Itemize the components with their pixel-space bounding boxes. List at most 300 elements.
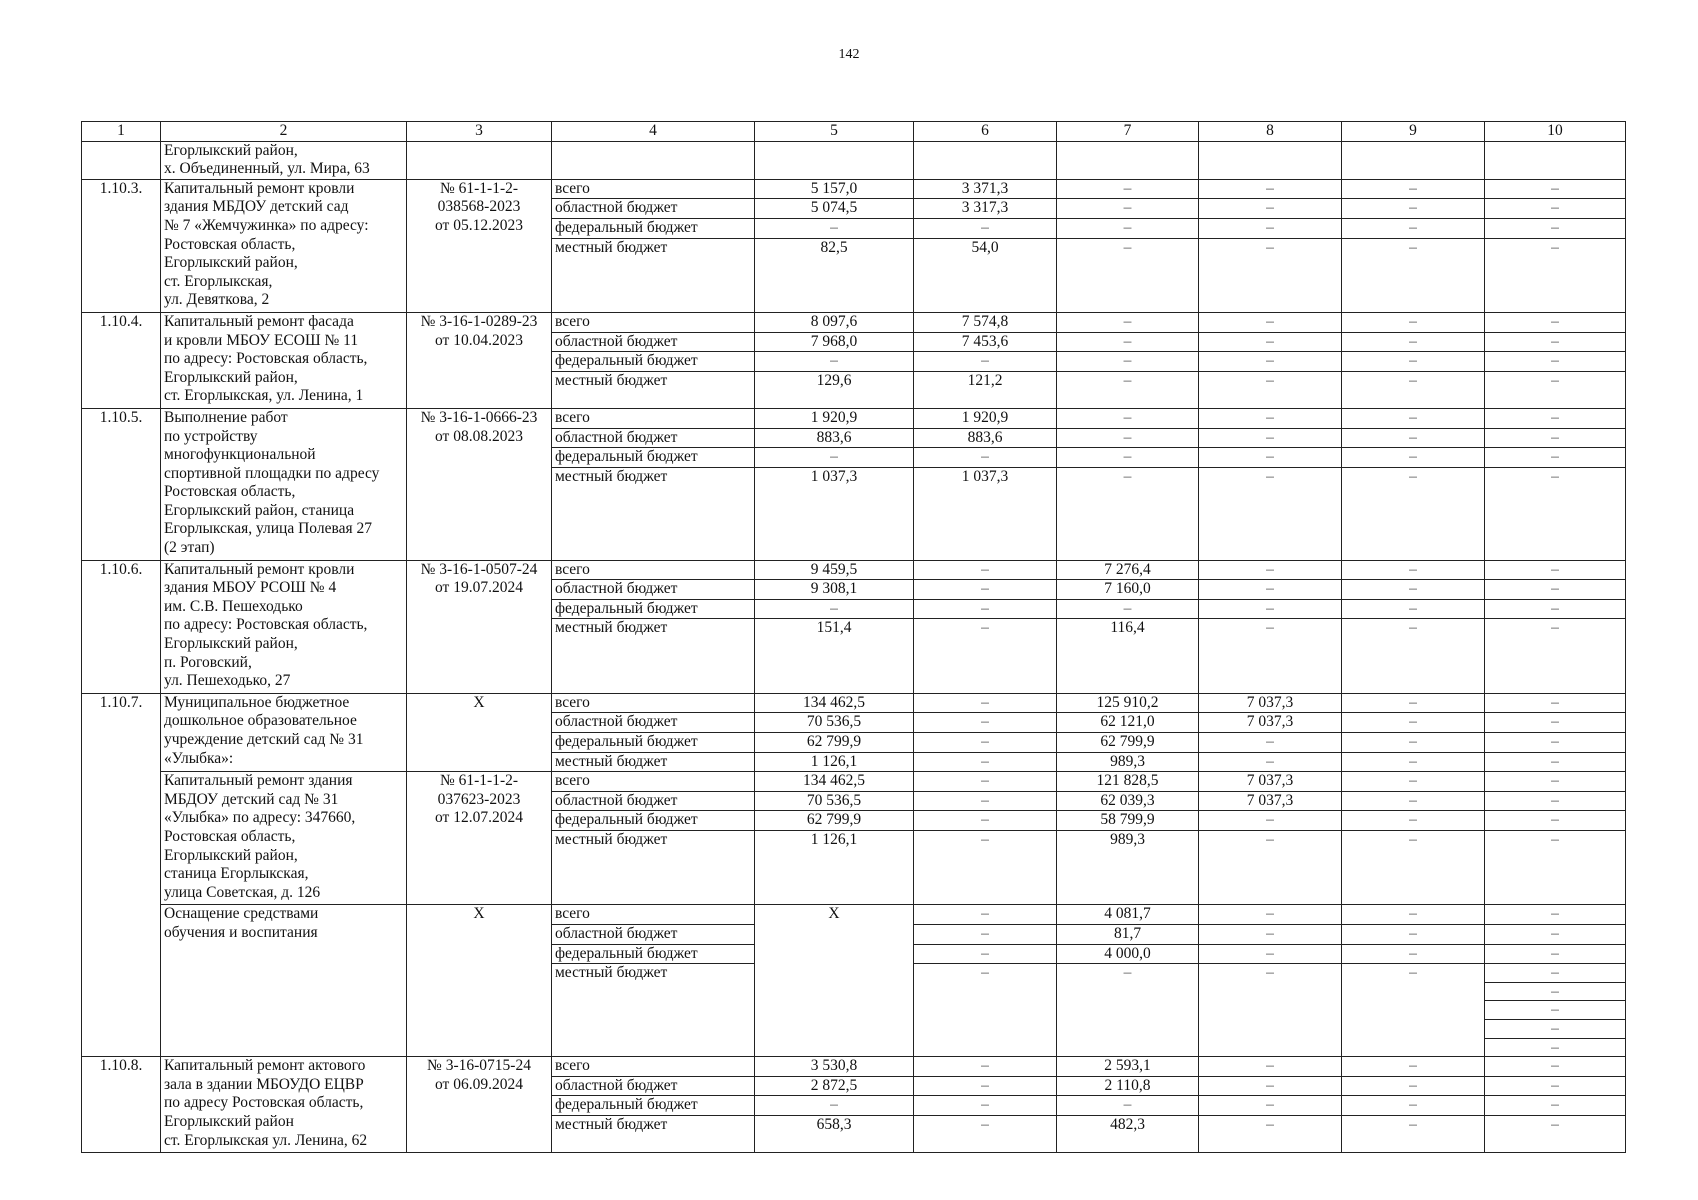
value-cell: 3 371,3 xyxy=(914,179,1057,199)
item-document-line: 037623-2023 xyxy=(437,790,521,808)
item-number: 1.10.4. xyxy=(82,312,161,408)
column-header: 7 xyxy=(1057,122,1199,142)
value-cell: – xyxy=(1485,772,1626,792)
item-document-line: от 05.12.2023 xyxy=(435,216,523,234)
value-stack-item: – xyxy=(1551,1038,1559,1056)
value-cell: – xyxy=(1342,352,1485,372)
item-name-line: ст. Егорлыкская, xyxy=(164,272,273,290)
budget-label-federal: федеральный бюджет xyxy=(552,599,755,619)
budget-label-regional: областной бюджет xyxy=(552,925,755,945)
column-header: 3 xyxy=(407,122,552,142)
value-cell: – xyxy=(1485,199,1626,219)
value-cell: – xyxy=(914,599,1057,619)
value-cell: – xyxy=(1485,733,1626,753)
value-cell: – xyxy=(1342,811,1485,831)
value-cell: – xyxy=(1485,831,1626,905)
value-cell: 7 037,3 xyxy=(1199,713,1342,733)
value-cell: – xyxy=(1057,218,1199,238)
empty-cell xyxy=(755,141,914,179)
value-cell: – xyxy=(1485,791,1626,811)
item-name-line: учреждение детский сад № 31 xyxy=(164,731,364,749)
value-cell: – xyxy=(1342,560,1485,580)
value-cell: – xyxy=(1485,560,1626,580)
item-name xyxy=(161,772,407,905)
table-row xyxy=(82,179,1626,199)
value-cell: – xyxy=(1199,352,1342,372)
item-document-line: № 3-16-1-0666-23 xyxy=(420,408,538,426)
budget-label-federal: федеральный бюджет xyxy=(552,448,755,468)
value-cell: 7 037,3 xyxy=(1199,772,1342,792)
value-cell: – xyxy=(1199,905,1342,925)
item-name-line: Егорлыкский район, xyxy=(164,635,298,653)
item-document-line: № 61-1-1-2- xyxy=(439,179,519,197)
item-name-line: № 7 «Жемчужинка» по адресу: xyxy=(164,216,369,234)
item-document xyxy=(407,772,552,905)
value-cell: 7 968,0 xyxy=(755,332,914,352)
value-cell: – xyxy=(1342,408,1485,428)
value-cell: – xyxy=(1485,179,1626,199)
value-cell: – xyxy=(1342,944,1485,964)
column-header: 8 xyxy=(1199,122,1342,142)
budget-label-federal: федеральный бюджет xyxy=(552,352,755,372)
value-cell: – xyxy=(1342,964,1485,1057)
value-cell: 1 126,1 xyxy=(755,831,914,905)
value-cell: – xyxy=(914,693,1057,713)
value-cell: – xyxy=(755,1096,914,1116)
value-cell: 1 920,9 xyxy=(914,408,1057,428)
item-name-line: Оснащение средствами xyxy=(164,905,319,923)
column-header: 5 xyxy=(755,122,914,142)
budget-label-federal: федеральный бюджет xyxy=(552,1096,755,1116)
item-document xyxy=(407,693,552,771)
budget-label-local: местный бюджет xyxy=(552,371,755,408)
value-cell: 7 453,6 xyxy=(914,332,1057,352)
item-name-line: Егорлыкский район, xyxy=(164,846,298,864)
value-cell: – xyxy=(914,619,1057,693)
value-cell: – xyxy=(1057,332,1199,352)
value-cell: 125 910,2 xyxy=(1057,693,1199,713)
item-document xyxy=(407,1057,552,1153)
item-name-line: Егорлыкский район, xyxy=(164,254,298,272)
value-cell: – xyxy=(1199,811,1342,831)
value-cell: – xyxy=(914,944,1057,964)
value-cell: – xyxy=(1342,905,1485,925)
value-cell: 7 037,3 xyxy=(1199,791,1342,811)
page-number: 142 xyxy=(838,47,860,62)
value-cell: – xyxy=(1342,371,1485,408)
budget-label-regional: областной бюджет xyxy=(552,791,755,811)
value-cell: – xyxy=(914,733,1057,753)
value-cell: – xyxy=(1342,312,1485,332)
table-row xyxy=(82,1057,1626,1077)
item-name-line: ул. Девяткова, 2 xyxy=(164,291,270,309)
budget-label-regional: областной бюджет xyxy=(552,713,755,733)
empty-cell xyxy=(407,141,552,179)
value-cell: – xyxy=(1199,560,1342,580)
item-name xyxy=(161,408,407,560)
item-name-line: по адресу: Ростовская область, xyxy=(164,350,368,368)
value-cell: – xyxy=(1485,371,1626,408)
value-cell: 2 872,5 xyxy=(755,1076,914,1096)
item-name-line: им. С.В. Пешеходько xyxy=(164,597,303,615)
item-name-line: Капитальный ремонт здания xyxy=(164,772,353,790)
value-cell: – xyxy=(1199,1096,1342,1116)
value-cell: 7 276,4 xyxy=(1057,560,1199,580)
value-cell: – xyxy=(914,905,1057,925)
item-name-line: х. Объединенный, ул. Мира, 63 xyxy=(164,160,370,178)
item-name-line: спортивной площадки по адресу xyxy=(164,464,380,482)
value-cell: 58 799,9 xyxy=(1057,811,1199,831)
item-name-line: Егорлыкский район, xyxy=(164,141,298,159)
item-name-line: дошкольное образовательное xyxy=(164,712,357,730)
item-name-line: и кровли МБОУ ЕСОШ № 11 xyxy=(164,331,359,349)
item-name-line: Капитальный ремонт кровли xyxy=(164,179,355,197)
value-cell: 62 799,9 xyxy=(1057,733,1199,753)
value-cell: – xyxy=(1342,733,1485,753)
value-cell: – xyxy=(1485,693,1626,713)
table-row xyxy=(82,693,1626,713)
value-cell: – xyxy=(1485,811,1626,831)
item-document-line: X xyxy=(473,905,485,923)
item-name-line: по адресу Ростовская область, xyxy=(164,1094,364,1112)
item-name-line: Капитальный ремонт актового xyxy=(164,1057,366,1075)
item-name-line: Ростовская область, xyxy=(164,828,296,846)
item-name-line: зала в здании МБОУДО ЕЦВР xyxy=(164,1075,364,1093)
item-name-line: Егорлыкская, улица Полевая 27 xyxy=(164,520,372,538)
column-header: 10 xyxy=(1485,122,1626,142)
budget-label-regional: областной бюджет xyxy=(552,1076,755,1096)
value-cell: – xyxy=(1485,925,1626,945)
value-cell: – xyxy=(1057,238,1199,312)
budget-label-federal: федеральный бюджет xyxy=(552,944,755,964)
value-cell: 1 037,3 xyxy=(914,467,1057,560)
value-cell: – xyxy=(1342,1076,1485,1096)
value-cell: – xyxy=(1342,925,1485,945)
value-cell: – xyxy=(914,713,1057,733)
value-cell: 883,6 xyxy=(755,428,914,448)
value-cell: – xyxy=(1342,791,1485,811)
value-cell: – xyxy=(1342,772,1485,792)
budget-label-federal: федеральный бюджет xyxy=(552,218,755,238)
value-cell: 2 110,8 xyxy=(1057,1076,1199,1096)
budget-label-regional: областной бюджет xyxy=(552,428,755,448)
empty-cell xyxy=(914,141,1057,179)
value-cell: – xyxy=(1057,199,1199,219)
value-cell: – xyxy=(1342,1057,1485,1077)
value-cell: 9 308,1 xyxy=(755,580,914,600)
item-document-line: № 3-16-1-0289-23 xyxy=(420,312,538,330)
value-cell: – xyxy=(1199,467,1342,560)
column-header: 1 xyxy=(82,122,161,142)
value-cell: 62 121,0 xyxy=(1057,713,1199,733)
value-cell: – xyxy=(1057,448,1199,468)
item-number: 1.10.6. xyxy=(82,560,161,693)
value-cell: – xyxy=(1342,179,1485,199)
value-cell: 5 074,5 xyxy=(755,199,914,219)
item-name-line: ст. Егорлыкская, ул. Ленина, 1 xyxy=(164,387,364,405)
item-name-line: Выполнение работ xyxy=(164,408,288,426)
value-cell: 482,3 xyxy=(1057,1115,1199,1152)
value-cell: – xyxy=(1199,752,1342,772)
value-cell: – xyxy=(1342,428,1485,448)
budget-label-regional: областной бюджет xyxy=(552,199,755,219)
value-cell: – xyxy=(1342,218,1485,238)
budget-label-total: всего xyxy=(552,560,755,580)
value-cell: – xyxy=(1485,713,1626,733)
value-cell: 54,0 xyxy=(914,238,1057,312)
value-cell: – xyxy=(914,448,1057,468)
value-cell: – xyxy=(1485,1076,1626,1096)
value-cell: – xyxy=(914,811,1057,831)
item-document-line: от 06.09.2024 xyxy=(435,1075,523,1093)
value-cell: – xyxy=(1057,408,1199,428)
value-cell: – xyxy=(914,1076,1057,1096)
item-document-line: от 12.07.2024 xyxy=(435,809,523,827)
item-name-line: Капитальный ремонт кровли xyxy=(164,560,355,578)
value-cell: – xyxy=(1342,693,1485,713)
item-name-line: обучения и воспитания xyxy=(164,924,318,942)
value-stack xyxy=(1485,964,1625,1056)
budget-label-local: местный бюджет xyxy=(552,964,755,1057)
value-cell: 7 574,8 xyxy=(914,312,1057,332)
value-cell: – xyxy=(1199,1057,1342,1077)
value-cell: – xyxy=(1199,1076,1342,1096)
value-cell: – xyxy=(1342,713,1485,733)
value-cell: – xyxy=(914,1115,1057,1152)
item-name-line: здания МБОУ РСОШ № 4 xyxy=(164,579,337,597)
item-name-line: «Улыбка»: xyxy=(164,749,234,767)
budget-label-total: всего xyxy=(552,693,755,713)
item-name-line: здания МБДОУ детский сад xyxy=(164,198,349,216)
item-name-line: станица Егорлыкская, xyxy=(164,865,309,883)
value-cell: 116,4 xyxy=(1057,619,1199,693)
item-document xyxy=(407,905,552,1057)
value-cell: – xyxy=(1342,619,1485,693)
value-cell: – xyxy=(1485,752,1626,772)
value-cell: 658,3 xyxy=(755,1115,914,1152)
item-name-line: по адресу: Ростовская область, xyxy=(164,616,368,634)
value-cell: – xyxy=(914,772,1057,792)
item-name xyxy=(161,905,407,1057)
item-document xyxy=(407,408,552,560)
item-document-line: 038568-2023 xyxy=(437,198,521,216)
value-cell: – xyxy=(1199,179,1342,199)
item-name-line: Ростовская область, xyxy=(164,235,296,253)
value-cell: – xyxy=(1485,428,1626,448)
value-cell: 3 317,3 xyxy=(914,199,1057,219)
value-cell: – xyxy=(1199,448,1342,468)
value-cell: – xyxy=(914,925,1057,945)
value-cell: – xyxy=(1342,238,1485,312)
table-row xyxy=(82,772,1626,792)
table-row xyxy=(82,560,1626,580)
item-name-line: Капитальный ремонт фасада xyxy=(164,312,354,330)
value-cell: – xyxy=(1485,619,1626,693)
value-cell: 134 462,5 xyxy=(755,693,914,713)
value-cell: – xyxy=(1342,1115,1485,1152)
value-cell: – xyxy=(1485,408,1626,428)
value-cell: 121,2 xyxy=(914,371,1057,408)
item-document-line: № 3-16-0715-24 xyxy=(427,1057,531,1075)
value-cell: 70 536,5 xyxy=(755,791,914,811)
item-name-line: ст. Егорлыкская ул. Ленина, 62 xyxy=(164,1131,368,1149)
item-name-line: Егорлыкский район, xyxy=(164,368,298,386)
value-cell: 129,6 xyxy=(755,371,914,408)
item-document-line: от 08.08.2023 xyxy=(435,427,523,445)
value-cell: – xyxy=(1485,332,1626,352)
item-name-line: «Улыбка» по адресу: 347660, xyxy=(164,809,356,827)
item-name-line: Муниципальное бюджетное xyxy=(164,693,350,711)
budget-label-local: местный бюджет xyxy=(552,752,755,772)
value-cell: – xyxy=(914,831,1057,905)
value-cell: – xyxy=(1057,964,1199,1057)
value-cell: – xyxy=(1199,1115,1342,1152)
item-number: 1.10.5. xyxy=(82,408,161,560)
empty-cell xyxy=(1199,141,1342,179)
value-cell: 989,3 xyxy=(1057,831,1199,905)
item-document-line: X xyxy=(473,693,485,711)
item-name-line: ул. Пешеходько, 27 xyxy=(164,672,291,690)
value-cell: – xyxy=(914,1057,1057,1077)
value-cell: 989,3 xyxy=(1057,752,1199,772)
value-cell: – xyxy=(1342,831,1485,905)
item-document-line: от 19.07.2024 xyxy=(435,579,523,597)
value-cell: 2 593,1 xyxy=(1057,1057,1199,1077)
value-cell: 62 799,9 xyxy=(755,733,914,753)
budget-label-federal: федеральный бюджет xyxy=(552,733,755,753)
item-number: 1.10.8. xyxy=(82,1057,161,1153)
value-cell: – xyxy=(1485,1115,1626,1152)
value-cell: – xyxy=(1342,448,1485,468)
value-cell: – xyxy=(914,964,1057,1057)
column-header: 6 xyxy=(914,122,1057,142)
item-name xyxy=(161,312,407,408)
budget-label-total: всего xyxy=(552,312,755,332)
value-cell: 62 799,9 xyxy=(755,811,914,831)
value-cell: – xyxy=(914,791,1057,811)
item-name-line: Ростовская область, xyxy=(164,483,296,501)
value-cell: – xyxy=(1485,1096,1626,1116)
value-cell: – xyxy=(1199,428,1342,448)
item-number: 1.10.3. xyxy=(82,179,161,312)
item-name-line: многофункциональной xyxy=(164,446,316,464)
item-document-line: № 61-1-1-2- xyxy=(439,772,519,790)
item-number-cell xyxy=(82,141,161,179)
value-cell: 3 530,8 xyxy=(755,1057,914,1077)
value-cell: – xyxy=(914,752,1057,772)
value-cell: – xyxy=(1485,218,1626,238)
value-cell xyxy=(1485,964,1626,1057)
item-number: 1.10.7. xyxy=(82,693,161,1056)
item-document xyxy=(407,560,552,693)
value-cell: – xyxy=(1485,944,1626,964)
value-cell: – xyxy=(1199,831,1342,905)
value-cell: – xyxy=(1485,905,1626,925)
value-cell: – xyxy=(1342,467,1485,560)
value-cell: – xyxy=(1057,371,1199,408)
value-cell: – xyxy=(1199,199,1342,219)
value-cell: – xyxy=(1342,752,1485,772)
item-name xyxy=(161,693,407,771)
value-cell: – xyxy=(1057,428,1199,448)
value-cell: – xyxy=(914,218,1057,238)
item-name xyxy=(161,179,407,312)
value-cell: – xyxy=(1485,448,1626,468)
value-cell: – xyxy=(1199,580,1342,600)
item-name-line: Егорлыкский район, станица xyxy=(164,501,355,519)
value-cell: – xyxy=(1199,371,1342,408)
item-document-line: от 10.04.2023 xyxy=(435,331,523,349)
value-cell: – xyxy=(1057,599,1199,619)
budget-label-local: местный бюджет xyxy=(552,1115,755,1152)
item-document xyxy=(407,312,552,408)
value-cell: – xyxy=(755,599,914,619)
value-stack-item: – xyxy=(1485,983,1625,1002)
value-cell: – xyxy=(1057,352,1199,372)
budget-label-regional: областной бюджет xyxy=(552,332,755,352)
item-name-line: по устройству xyxy=(164,427,258,445)
empty-cell xyxy=(1485,141,1626,179)
value-cell: – xyxy=(1199,218,1342,238)
value-cell: – xyxy=(1057,312,1199,332)
budget-label-local: местный бюджет xyxy=(552,619,755,693)
value-cell: – xyxy=(914,352,1057,372)
value-cell: – xyxy=(914,580,1057,600)
item-name-line: п. Роговский, xyxy=(164,653,252,671)
budget-table xyxy=(81,121,1626,1153)
table-row xyxy=(82,141,1626,179)
item-name xyxy=(161,141,407,179)
value-cell: 1 920,9 xyxy=(755,408,914,428)
column-header-row xyxy=(82,122,1626,142)
value-cell: – xyxy=(1057,467,1199,560)
budget-label-total: всего xyxy=(552,905,755,925)
value-cell: – xyxy=(1485,352,1626,372)
budget-label-local: местный бюджет xyxy=(552,831,755,905)
budget-label-local: местный бюджет xyxy=(552,467,755,560)
budget-label-regional: областной бюджет xyxy=(552,580,755,600)
value-stack-item: – xyxy=(1485,1001,1625,1020)
value-cell: – xyxy=(1199,408,1342,428)
empty-cell xyxy=(1342,141,1485,179)
item-name-line: МБДОУ детский сад № 31 xyxy=(164,790,339,808)
table-row xyxy=(82,905,1626,925)
value-cell: – xyxy=(1342,580,1485,600)
value-cell: 9 459,5 xyxy=(755,560,914,580)
column-header: 4 xyxy=(552,122,755,142)
value-cell: – xyxy=(1199,238,1342,312)
value-cell: – xyxy=(1485,599,1626,619)
value-cell: – xyxy=(755,218,914,238)
value-cell: – xyxy=(755,352,914,372)
value-cell: – xyxy=(1199,599,1342,619)
budget-label-federal: федеральный бюджет xyxy=(552,811,755,831)
value-cell: 883,6 xyxy=(914,428,1057,448)
value-cell: – xyxy=(1342,599,1485,619)
value-cell: – xyxy=(755,448,914,468)
value-cell: 70 536,5 xyxy=(755,713,914,733)
value-cell: 1 037,3 xyxy=(755,467,914,560)
column-header: 9 xyxy=(1342,122,1485,142)
value-cell: 121 828,5 xyxy=(1057,772,1199,792)
table-row xyxy=(82,408,1626,428)
value-cell: – xyxy=(1199,619,1342,693)
value-cell: 7 037,3 xyxy=(1199,693,1342,713)
value-stack-item: – xyxy=(1485,964,1625,983)
item-name-line: (2 этап) xyxy=(164,539,215,557)
value-cell: 4 000,0 xyxy=(1057,944,1199,964)
value-cell: 1 126,1 xyxy=(755,752,914,772)
